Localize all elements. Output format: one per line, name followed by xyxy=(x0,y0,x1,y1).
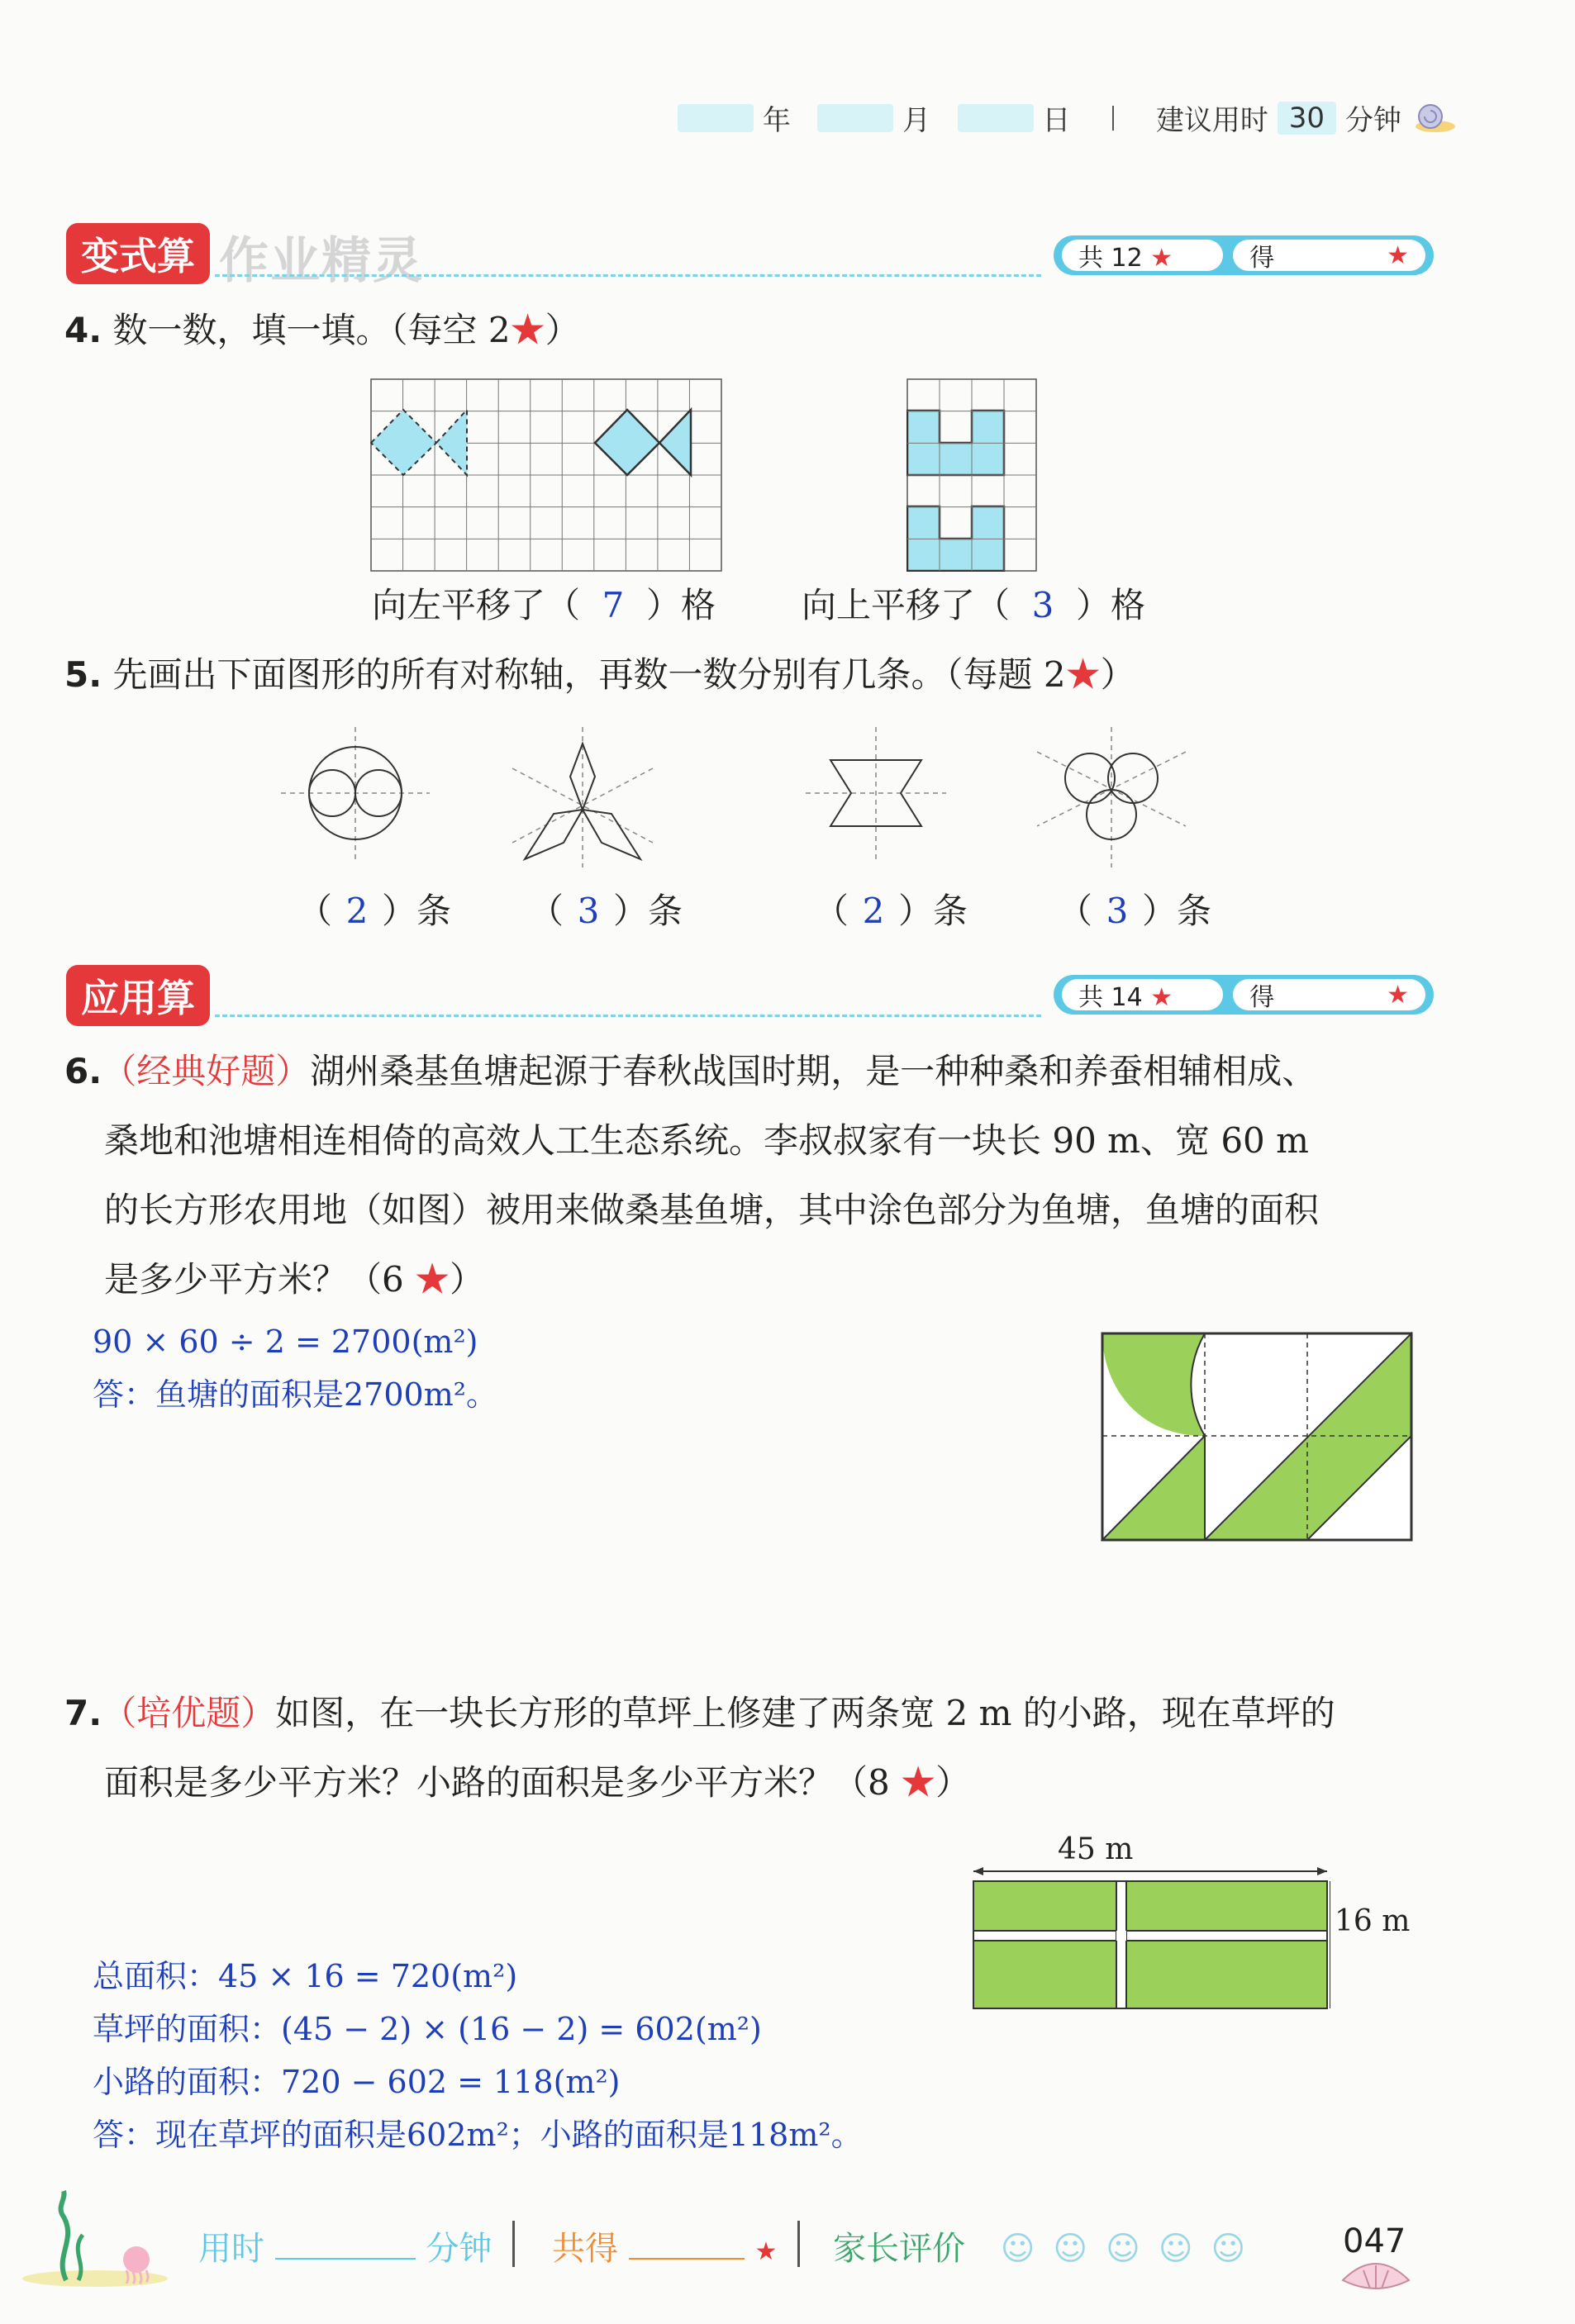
section-title-application: 应用算 xyxy=(66,965,210,1026)
question-text: 先画出下面图形的所有对称轴，再数一数分别有几条。（每题 2 xyxy=(112,654,1066,695)
star-icon: ★ xyxy=(1387,980,1409,1010)
answer-1[interactable]: 2 xyxy=(345,891,369,931)
translation-grid-right xyxy=(906,378,1037,572)
answer-3[interactable]: 2 xyxy=(862,891,885,931)
star-icon: ★ xyxy=(1150,244,1173,273)
question-line-1: 如图，在一块长方形的草坪上修建了两条宽 2 m 的小路，现在草坪的 xyxy=(275,1693,1335,1733)
lawn-diagram xyxy=(967,1863,1330,2012)
day-label: 日 xyxy=(1042,104,1071,137)
original-triangle xyxy=(436,410,467,475)
paren-close: ）条 xyxy=(1142,891,1212,931)
answer-right[interactable]: 3 xyxy=(1031,585,1054,625)
answer-line-4: 答：现在草坪的面积是602m²；小路的面积是118m²。 xyxy=(93,2117,863,2153)
answer-line-1: 90 × 60 ÷ 2 = 2700(m²) xyxy=(93,1324,478,1360)
paren-close: ）条 xyxy=(898,891,968,931)
star-icon: ★ xyxy=(1387,240,1409,270)
snail-icon xyxy=(1411,102,1457,135)
total-input[interactable] xyxy=(629,2258,745,2260)
suggest-time-label: 建议用时 xyxy=(1155,104,1268,137)
horizontal-path xyxy=(973,1931,1327,1941)
caption-left-pre: 向左平移了（ xyxy=(372,585,581,625)
question-number: 7. xyxy=(64,1693,102,1733)
paren-open: （ xyxy=(814,891,849,931)
fish-pond-diagram xyxy=(1101,1332,1413,1542)
total-pill xyxy=(1062,240,1223,271)
star-icon: ★ xyxy=(1150,983,1173,1012)
minutes-label: 分钟 xyxy=(426,2230,492,2268)
answer-line-3: 小路的面积：720 − 602 = 118(m²) xyxy=(93,2064,621,2100)
height-dimension-label: 16 m xyxy=(1335,1904,1411,1938)
footer-divider xyxy=(797,2221,800,2267)
section-title-variant: 变式算 xyxy=(66,223,210,284)
symmetry-figure-circles xyxy=(281,727,430,859)
star-icon: ★ xyxy=(754,2237,778,2266)
month-label: 月 xyxy=(902,104,931,137)
section-divider xyxy=(215,1015,1041,1017)
score-pill[interactable] xyxy=(1233,240,1425,271)
question-line-2: 桑地和池塘相连相倚的高效人工生态系统。李叔叔家有一块长 90 m、宽 60 m xyxy=(104,1120,1309,1161)
question-number: 4. xyxy=(64,310,102,350)
total-stars: 共 12 xyxy=(1078,244,1143,273)
question-text: 数一数，填一填。（每空 2 xyxy=(112,310,511,350)
score-badge-1 xyxy=(1054,235,1434,275)
seaweed-jellyfish-icon xyxy=(21,2189,169,2288)
date-header xyxy=(678,97,1457,138)
footer-divider xyxy=(512,2221,515,2267)
year-box[interactable] xyxy=(678,104,754,132)
question-4 xyxy=(64,296,580,365)
answer-line-1: 总面积：45 × 16 = 720(m²) xyxy=(93,1958,518,1994)
total-label: 共得 xyxy=(552,2230,618,2268)
caption-right-post: ）格 xyxy=(1076,585,1146,625)
symmetry-figure-triangle xyxy=(512,727,653,867)
answer-4[interactable]: 3 xyxy=(1106,891,1129,931)
symmetry-figure-three-circles xyxy=(1037,727,1186,867)
caption-left-post: ）格 xyxy=(646,585,716,625)
question-line-3: 的长方形农用地（如图）被用来做桑基鱼塘，其中涂色部分为鱼塘，鱼塘的面积 xyxy=(104,1190,1320,1230)
time-input[interactable] xyxy=(275,2258,416,2260)
paren-close: ）条 xyxy=(613,891,683,931)
question-text-end: ） xyxy=(1100,654,1135,695)
q7-answer xyxy=(93,1950,863,2161)
q5-answer-2 xyxy=(529,884,683,934)
caption-left xyxy=(372,578,716,628)
answer-left[interactable]: 7 xyxy=(602,585,625,625)
translation-grid-left xyxy=(370,378,722,572)
width-dimension-label: 45 m xyxy=(1058,1832,1134,1866)
moved-diamond xyxy=(595,410,659,475)
watermark: 作业精灵 xyxy=(219,232,424,290)
paren-open: （ xyxy=(529,891,564,931)
paren-open: （ xyxy=(1058,891,1093,931)
question-text-end: ） xyxy=(545,310,580,350)
q5-answer-4 xyxy=(1058,884,1211,934)
year-label: 年 xyxy=(762,104,791,137)
total-stars: 共 14 xyxy=(1078,983,1143,1012)
shell-icon xyxy=(1339,2247,1413,2297)
q6-answer xyxy=(93,1315,497,1421)
score-label: 得 xyxy=(1249,244,1275,273)
star-icon: ★ xyxy=(510,310,545,350)
moved-triangle xyxy=(659,410,691,475)
q5-answer-3 xyxy=(814,884,968,934)
question-number: 6. xyxy=(64,1051,102,1091)
suggest-time-value: 30 xyxy=(1278,102,1336,135)
time-label: 用时 xyxy=(198,2230,264,2268)
original-diamond xyxy=(371,410,436,475)
day-box[interactable] xyxy=(958,104,1034,132)
vertical-path xyxy=(1116,1881,1126,2008)
question-5 xyxy=(64,640,1135,710)
star-icon: ★ xyxy=(415,1259,450,1300)
page-number: 047 xyxy=(1343,2222,1406,2260)
question-line-4: 是多少平方米？（6 xyxy=(104,1259,404,1300)
minutes-label: 分钟 xyxy=(1344,104,1401,137)
question-tag: （培优题） xyxy=(102,1693,276,1733)
question-number: 5. xyxy=(64,654,102,695)
answer-line-2: 答：鱼塘的面积是2700m²。 xyxy=(93,1376,497,1413)
parent-label: 家长评价 xyxy=(833,2230,965,2268)
caption-right xyxy=(802,578,1145,628)
answer-2[interactable]: 3 xyxy=(577,891,600,931)
question-6 xyxy=(64,1037,1420,1314)
answer-line-2: 草坪的面积：(45 − 2) × (16 − 2) = 602(m²) xyxy=(93,2011,762,2047)
question-line-2: 面积是多少平方米？小路的面积是多少平方米？（8 xyxy=(104,1762,890,1803)
symmetry-figure-hourglass xyxy=(806,727,946,859)
parent-evaluation xyxy=(833,2222,1263,2269)
divider xyxy=(1112,106,1114,131)
section-divider xyxy=(215,274,1041,277)
paren-open: （ xyxy=(297,891,333,931)
month-box[interactable] xyxy=(817,104,893,132)
question-7 xyxy=(64,1679,1420,1818)
score-pill[interactable] xyxy=(1233,979,1425,1010)
star-icon: ★ xyxy=(1065,654,1101,695)
total-pill xyxy=(1062,979,1223,1010)
smiley-rating-icons[interactable]: ☺☺☺☺☺ xyxy=(1000,2230,1264,2268)
question-line-1: 湖州桑基鱼塘起源于春秋战国时期，是一种种桑和养蚕相辅相成、 xyxy=(310,1051,1317,1091)
time-used xyxy=(198,2222,492,2269)
question-line-4-end: ） xyxy=(450,1259,485,1300)
q5-answer-1 xyxy=(297,884,451,934)
star-icon: ★ xyxy=(901,1762,936,1803)
question-tag: （经典好题） xyxy=(102,1051,311,1091)
score-badge-2 xyxy=(1054,975,1434,1015)
paren-close: ）条 xyxy=(382,891,452,931)
caption-right-pre: 向上平移了（ xyxy=(802,585,1011,625)
total-earned xyxy=(552,2222,777,2269)
question-line-2-end: ） xyxy=(935,1762,971,1803)
score-label: 得 xyxy=(1249,983,1275,1012)
